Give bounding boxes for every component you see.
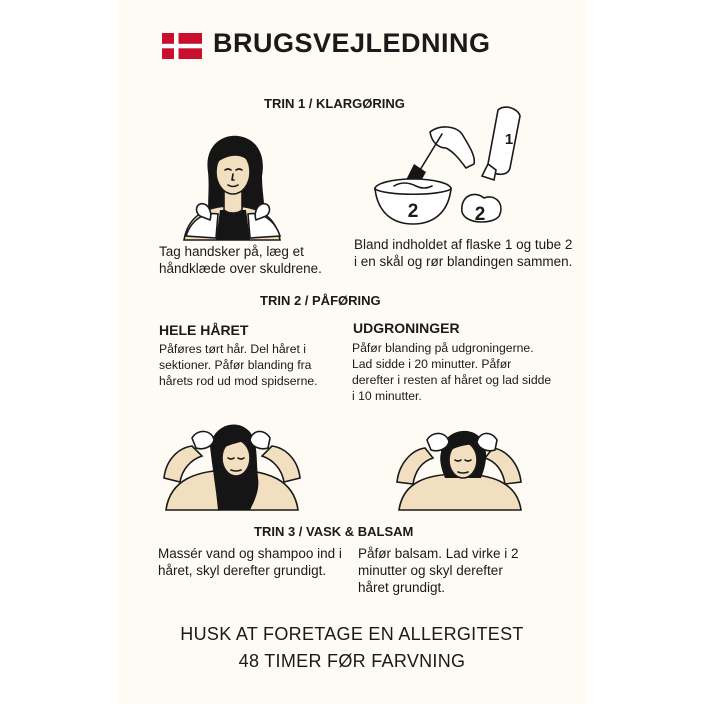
allergy-warning-line2: 48 TIMER FØR FARVNING — [238, 651, 466, 671]
woman-applying-whole-hair-illustration — [162, 418, 302, 510]
step3-right-text: Påfør balsam. Lad virke i 2 minutter og skyl derefter håret grundigt. — [358, 546, 519, 595]
step2-heading: TRIN 2 / PÅFØRING — [260, 293, 381, 308]
allergy-warning-line1: HUSK AT FORETAGE EN ALLERGITEST — [180, 624, 524, 644]
woman-gloves-towel-illustration — [170, 132, 295, 240]
bowl-label: 2 — [407, 201, 419, 222]
woman-applying-regrowth-illustration — [393, 418, 528, 510]
step1-right-text: Bland indholdet af flaske 1 og tube 2 i en skål og rør blandingen sammen. — [354, 237, 573, 269]
bottle-label: 1 — [504, 131, 514, 148]
step3-heading: TRIN 3 / VASK & BALSAM — [254, 524, 414, 539]
bowl-bottle-tube-illustration — [370, 104, 530, 229]
tube-label: 2 — [474, 204, 486, 225]
step2-right-title: UDGRONINGER — [353, 320, 460, 336]
step2-left-text: Påføres tørt hår. Del håret i sektioner. Påfør blanding fra hårets rod ud mod spidserne. — [159, 342, 318, 388]
step1-heading: TRIN 1 / KLARGØRING — [264, 96, 405, 111]
danish-flag-icon — [162, 33, 202, 59]
step2-right-text: Påfør blanding på udgroningerne. Lad sidde i 20 minutter. Påfør derefter i resten af håret og lad sidde i 10 minutter. — [352, 341, 552, 403]
page-title: BRUGSVEJLEDNING — [213, 28, 491, 58]
step2-left-title: HELE HÅRET — [159, 322, 249, 338]
step3-left-text: Massér vand og shampoo ind i håret, skyl derefter grundigt. — [158, 546, 342, 578]
step1-left-text: Tag handsker på, læg et håndklæde over skuldrene. — [159, 244, 322, 276]
